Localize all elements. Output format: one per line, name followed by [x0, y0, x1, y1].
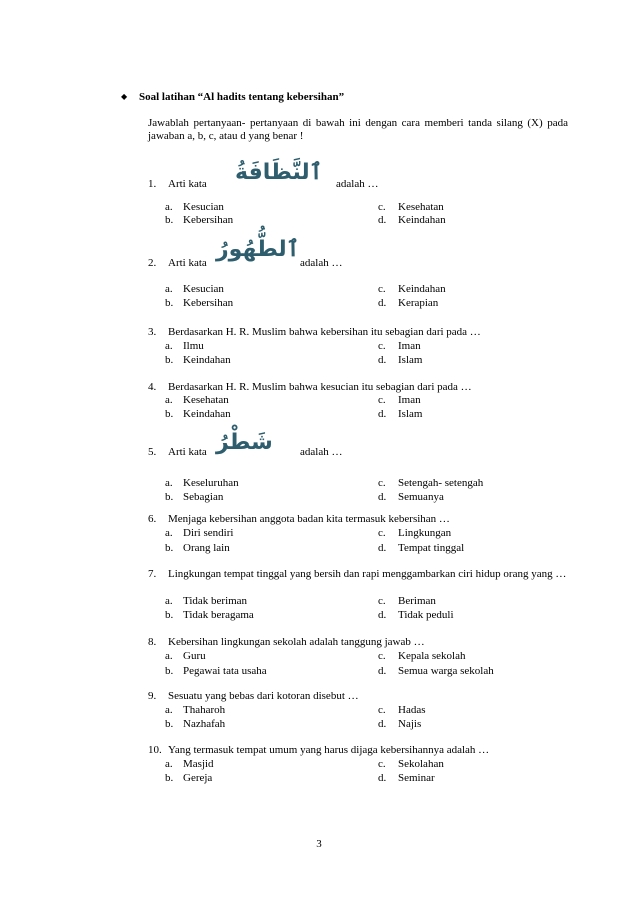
option-b: Sebagian [183, 491, 224, 503]
option-c: Lingkungan [398, 527, 452, 539]
option-a: Kesucian [183, 283, 224, 295]
option-a: Masjid [183, 758, 214, 770]
question-number: 4. [148, 381, 157, 393]
option-c: Setengah- setengah [398, 477, 484, 489]
option-c-letter: c. [378, 477, 386, 489]
option-d: Kerapian [398, 297, 439, 309]
question-text: Lingkungan tempat tinggal yang bersih dan rapi menggambarkan ciri hidup orang yang … [168, 568, 567, 580]
option-a-letter: a. [165, 527, 173, 539]
option-b: Kebersihan [183, 297, 234, 309]
option-c-letter: c. [378, 758, 386, 770]
option-a: Diri sendiri [183, 527, 234, 539]
option-d-letter: d. [378, 542, 387, 554]
option-d: Seminar [398, 772, 435, 784]
option-d-letter: d. [378, 718, 387, 730]
option-d: Semuanya [398, 491, 444, 503]
option-a-letter: a. [165, 340, 173, 352]
option-d-letter: d. [378, 297, 387, 309]
arabic-word: شَطْرُ [216, 430, 273, 455]
option-b-letter: b. [165, 772, 174, 784]
option-b-letter: b. [165, 354, 174, 366]
option-d: Tidak peduli [398, 609, 454, 621]
option-c-letter: c. [378, 283, 386, 295]
option-a-letter: a. [165, 477, 173, 489]
option-d-letter: d. [378, 491, 387, 503]
option-c-letter: c. [378, 394, 386, 406]
option-a-letter: a. [165, 201, 173, 213]
option-c: Kesehatan [398, 201, 444, 213]
question-number: 10. [148, 744, 162, 756]
question-text: Sesuatu yang bebas dari kotoran disebut … [168, 690, 359, 702]
option-d: Najis [398, 718, 422, 730]
arabic-word: ٱلنَّظَافَةُ [235, 160, 323, 185]
question-text-prefix: Arti kata [168, 257, 207, 269]
option-c-letter: c. [378, 704, 386, 716]
option-c: Kepala sekolah [398, 650, 466, 662]
question-number: 7. [148, 568, 157, 580]
question-text: Yang termasuk tempat umum yang harus dijaga kebersihannya adalah … [168, 744, 490, 756]
option-b: Keindahan [183, 354, 231, 366]
option-b-letter: b. [165, 542, 174, 554]
option-c-letter: c. [378, 340, 386, 352]
option-b: Pegawai tata usaha [183, 665, 267, 677]
option-a: Guru [183, 650, 206, 662]
option-b-letter: b. [165, 718, 174, 730]
option-b: Nazhafah [183, 718, 226, 730]
question-text-suffix: adalah … [300, 257, 343, 269]
option-d-letter: d. [378, 609, 387, 621]
option-b: Orang lain [183, 542, 230, 554]
option-a: Keseluruhan [183, 477, 239, 489]
option-b-letter: b. [165, 491, 174, 503]
option-b: Kebersihan [183, 214, 234, 226]
question-number: 5. [148, 446, 157, 458]
question-number: 9. [148, 690, 157, 702]
option-d-letter: d. [378, 408, 387, 420]
option-b-letter: b. [165, 609, 174, 621]
arabic-word: ٱلطُّهُورُ [216, 237, 300, 262]
option-a: Tidak beriman [183, 595, 248, 607]
question-text: Berdasarkan H. R. Muslim bahwa kesucian itu sebagian dari pada … [168, 381, 472, 393]
option-c: Hadas [398, 704, 426, 716]
option-c-letter: c. [378, 201, 386, 213]
option-b-letter: b. [165, 297, 174, 309]
question-number: 3. [148, 326, 157, 338]
question-text-suffix: adalah … [300, 446, 343, 458]
option-d: Keindahan [398, 214, 446, 226]
option-b: Tidak beragama [183, 609, 254, 621]
option-d-letter: d. [378, 665, 387, 677]
question-number: 2. [148, 257, 157, 269]
option-d: Tempat tinggal [398, 542, 465, 554]
option-a-letter: a. [165, 394, 173, 406]
option-c-letter: c. [378, 650, 386, 662]
option-a: Ilmu [183, 340, 204, 352]
option-b-letter: b. [165, 408, 174, 420]
option-c-letter: c. [378, 595, 386, 607]
instructions: Jawablah pertanyaan- pertanyaan di bawah ini dengan cara memberi tanda silang (X) pada jawaban a, b, c, atau d yang benar ! [148, 117, 568, 142]
question-text-prefix: Arti kata [168, 178, 207, 190]
option-a: Thaharoh [183, 704, 226, 716]
question-text: Menjaga kebersihan anggota badan kita termasuk kebersihan … [168, 513, 450, 525]
option-c: Beriman [398, 595, 436, 607]
option-d-letter: d. [378, 214, 387, 226]
page-title: Soal latihan “Al hadits tentang kebersihan” [139, 91, 345, 103]
option-d-letter: d. [378, 772, 387, 784]
option-a-letter: a. [165, 650, 173, 662]
option-c: Iman [398, 340, 421, 352]
question-text: Berdasarkan H. R. Muslim bahwa kebersihan itu sebagian dari pada … [168, 326, 481, 338]
option-a: Kesehatan [183, 394, 229, 406]
question-text-prefix: Arti kata [168, 446, 207, 458]
option-a: Kesucian [183, 201, 224, 213]
option-a-letter: a. [165, 595, 173, 607]
option-b: Keindahan [183, 408, 231, 420]
option-a-letter: a. [165, 704, 173, 716]
option-c: Iman [398, 394, 421, 406]
option-d-letter: d. [378, 354, 387, 366]
option-d: Islam [398, 408, 423, 420]
bullet-icon: ◆ [121, 92, 128, 101]
option-d: Islam [398, 354, 423, 366]
question-number: 8. [148, 636, 157, 648]
option-c: Sekolahan [398, 758, 444, 770]
question-number: 6. [148, 513, 157, 525]
option-d: Semua warga sekolah [398, 665, 494, 677]
page-number: 3 [316, 838, 322, 850]
option-c-letter: c. [378, 527, 386, 539]
question-number: 1. [148, 178, 157, 190]
question-text-suffix: adalah … [336, 178, 379, 190]
option-a-letter: a. [165, 283, 173, 295]
option-c: Keindahan [398, 283, 446, 295]
option-b-letter: b. [165, 214, 174, 226]
option-b: Gereja [183, 772, 213, 784]
option-b-letter: b. [165, 665, 174, 677]
option-a-letter: a. [165, 758, 173, 770]
question-text: Kebersihan lingkungan sekolah adalah tanggung jawab … [168, 636, 425, 648]
